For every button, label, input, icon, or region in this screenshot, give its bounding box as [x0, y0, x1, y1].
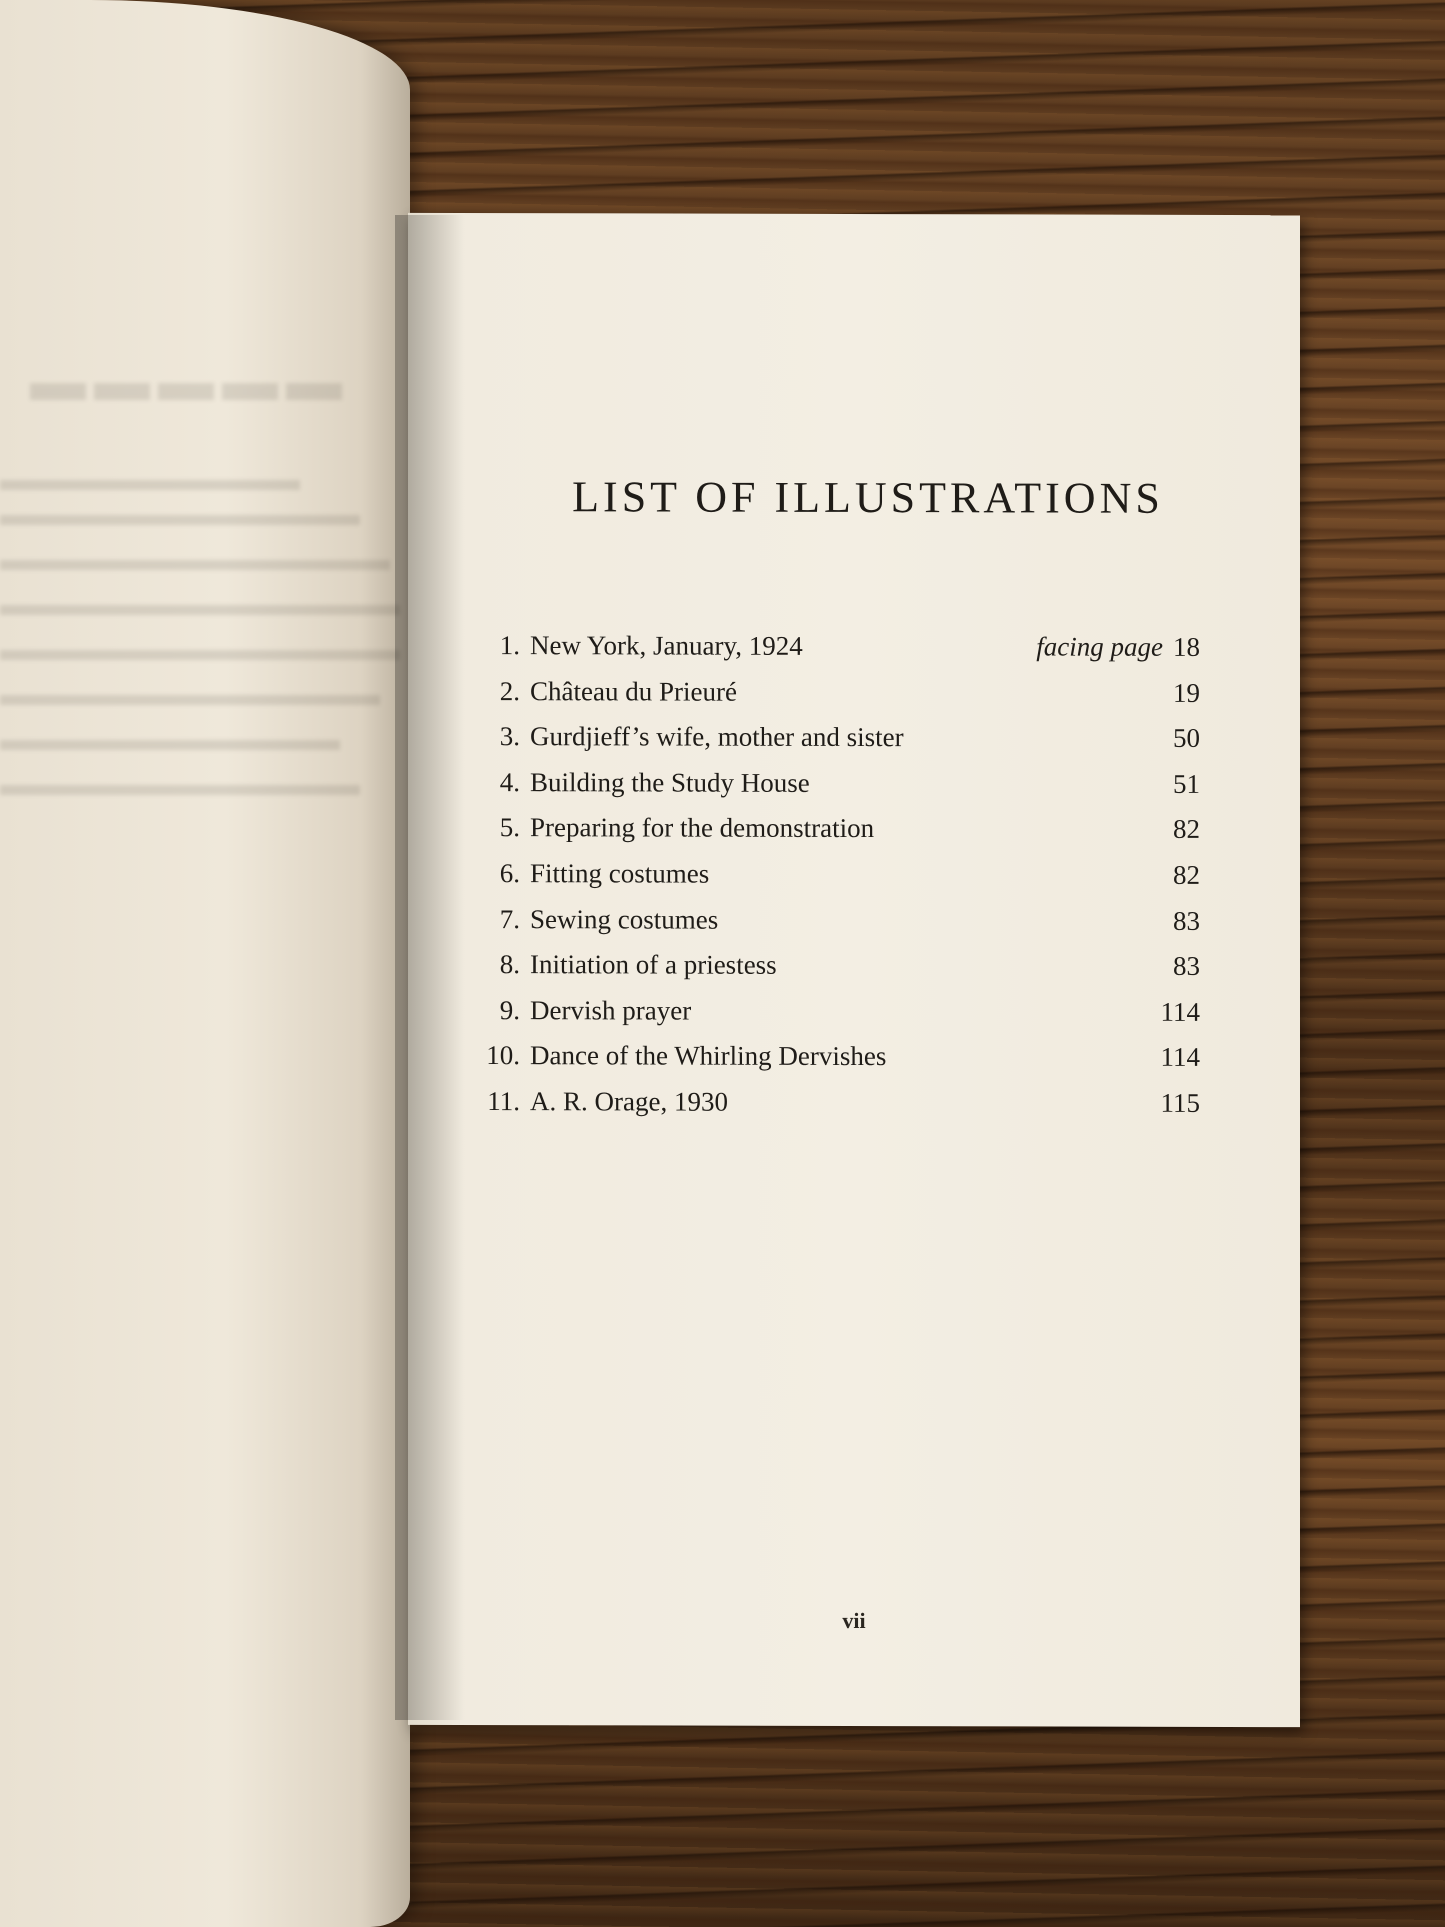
illustration-number: 10. — [486, 1040, 520, 1071]
illustration-row — [478, 1033, 1200, 1080]
illustration-row — [478, 851, 1200, 898]
left-page — [0, 0, 410, 1927]
illustration-page-ref — [1173, 853, 1200, 899]
illustration-number: 1. — [499, 630, 520, 661]
illustration-row — [478, 897, 1200, 944]
illustration-page-number: 18 — [1173, 631, 1200, 662]
ghost-line — [0, 785, 360, 795]
illustration-number: 8. — [499, 949, 520, 980]
ghost-line — [0, 740, 340, 750]
illustration-row — [478, 805, 1200, 852]
illustrations-list — [478, 623, 1200, 1126]
illustration-number: 9. — [499, 994, 520, 1025]
illustration-number: 2. — [499, 675, 520, 706]
ghost-line — [0, 605, 400, 615]
illustration-row — [478, 760, 1200, 807]
illustration-page-number: 50 — [1173, 723, 1200, 754]
illustration-caption: Building the Study House — [530, 766, 810, 798]
ghost-line — [0, 515, 360, 525]
illustration-page-number: 83 — [1173, 905, 1200, 936]
illustration-page-ref — [1161, 1081, 1201, 1127]
illustration-page-number: 82 — [1173, 814, 1200, 845]
left-page-show-through — [0, 330, 420, 1010]
illustration-page-number: 19 — [1173, 677, 1200, 708]
illustration-caption: Fitting costumes — [530, 858, 710, 889]
illustration-row — [478, 1079, 1200, 1126]
illustration-page-number: 115 — [1160, 1087, 1200, 1118]
illustration-caption: Sewing costumes — [530, 903, 719, 935]
illustration-page-ref — [1173, 716, 1200, 762]
illustration-row — [478, 669, 1200, 716]
ghost-heading-mark: ▬▬▬▬▬ — [30, 351, 350, 413]
illustration-row — [478, 714, 1200, 761]
ghost-line — [0, 650, 400, 660]
ghost-line — [0, 480, 300, 490]
illustration-page-ref — [1173, 898, 1200, 944]
illustration-page-ref — [1173, 670, 1200, 716]
illustration-caption: Dance of the Whirling Dervishes — [530, 1040, 887, 1072]
illustration-page-ref — [1173, 807, 1200, 853]
ghost-line — [0, 560, 390, 570]
illustration-caption: Gurdjieff’s wife, mother and sister — [530, 721, 904, 753]
right-page — [408, 213, 1300, 1727]
illustration-number: 11. — [487, 1085, 520, 1117]
illustration-row — [478, 623, 1200, 670]
illustration-caption: A. R. Orage, 1930 — [530, 1086, 728, 1117]
page-folio: vii — [842, 1607, 866, 1634]
illustration-caption: Château du Prieuré — [530, 675, 737, 707]
illustration-page-number: 114 — [1160, 1042, 1200, 1073]
illustration-page-number: 51 — [1173, 768, 1200, 799]
illustration-number: 4. — [499, 766, 520, 797]
gutter-shadow — [395, 215, 465, 1720]
illustration-row — [478, 988, 1200, 1035]
ghost-line — [0, 695, 380, 705]
illustration-page-ref — [1036, 624, 1200, 670]
illustration-number: 5. — [499, 812, 520, 843]
illustration-caption: Dervish prayer — [530, 994, 692, 1026]
illustration-page-number: 114 — [1160, 996, 1200, 1027]
illustration-page-number: 83 — [1173, 950, 1200, 982]
illustration-caption: New York, January, 1924 — [530, 630, 803, 661]
illustration-page-ref — [1161, 1035, 1201, 1081]
facing-page-label: facing page — [1036, 631, 1163, 662]
illustration-page-ref — [1173, 944, 1200, 990]
illustration-page-ref — [1161, 990, 1201, 1036]
illustration-caption: Initiation of a priestess — [530, 949, 777, 980]
illustration-number: 6. — [499, 858, 520, 889]
illustration-page-number: 82 — [1173, 859, 1200, 890]
illustration-caption: Preparing for the demonstration — [530, 812, 875, 844]
illustration-page-ref — [1173, 762, 1200, 808]
page-title: LIST OF ILLUSTRATIONS — [572, 472, 1164, 523]
illustration-number: 7. — [499, 903, 520, 934]
illustration-number: 3. — [499, 721, 520, 752]
illustration-row — [478, 942, 1200, 989]
